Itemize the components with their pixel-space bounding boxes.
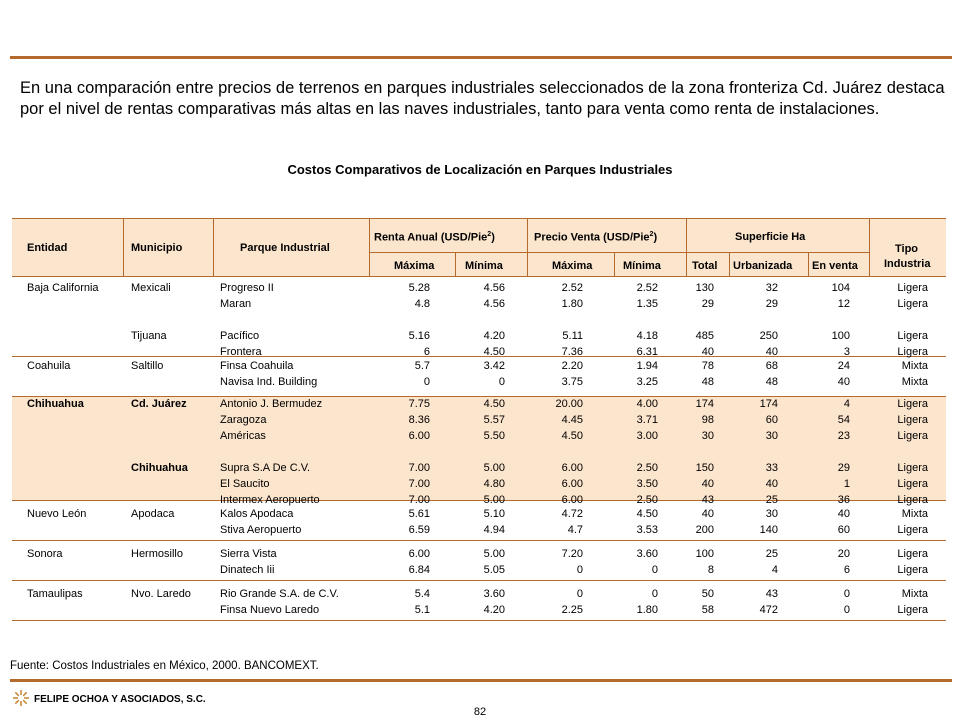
row-urbanizada: 25 4 bbox=[765, 548, 778, 576]
row-tipo: Mixta Mixta bbox=[901, 360, 928, 388]
row-en-venta: 40 60 bbox=[837, 508, 850, 536]
row-municipio: Hermosillo bbox=[131, 548, 183, 560]
row-entidad: Baja California bbox=[27, 282, 99, 294]
row-tipo: Ligera Ligera bbox=[897, 548, 928, 576]
row-total: 174 98 30 150 40 43 bbox=[695, 398, 714, 506]
row-venta-maxima: 2.52 1.80 5.11 7.36 bbox=[561, 282, 583, 358]
company-logo-icon bbox=[12, 689, 30, 707]
header-bottom-line bbox=[12, 276, 946, 277]
row-parque: Finsa Coahuila Navisa Ind. Building bbox=[220, 360, 318, 388]
header-venta-minima: Mínima bbox=[623, 260, 661, 272]
row-venta-minima: 2.52 1.35 4.18 6.31 bbox=[636, 282, 658, 358]
row-parque: Sierra Vista Dinatech Iii bbox=[220, 548, 277, 576]
row-tipo: Mixta Ligera bbox=[897, 508, 928, 536]
row-total: 50 58 bbox=[701, 588, 714, 616]
header-sub-line bbox=[370, 252, 870, 253]
row-renta-minima: 5.10 4.94 bbox=[483, 508, 505, 536]
row-renta-minima: 3.42 0 bbox=[483, 360, 505, 388]
header-total: Total bbox=[692, 260, 718, 272]
row-renta-maxima: 5.28 4.8 5.16 6 bbox=[408, 282, 430, 358]
row-venta-minima: 0 1.80 bbox=[636, 588, 658, 616]
row-entidad: Tamaulipas bbox=[27, 588, 83, 600]
header-urbanizada: Urbanizada bbox=[733, 260, 793, 272]
row-en-venta: 4 54 23 29 1 36 bbox=[837, 398, 850, 506]
row-urbanizada: 43 472 bbox=[759, 588, 778, 616]
row-entidad: Coahuila bbox=[27, 360, 71, 372]
row-venta-minima: 4.00 3.71 3.00 2.50 3.50 2.50 bbox=[636, 398, 658, 506]
row-tipo: Mixta Ligera bbox=[897, 588, 928, 616]
top-rule bbox=[10, 56, 952, 59]
row-parque: Rio Grande S.A. de C.V. Finsa Nuevo Laredo bbox=[220, 588, 339, 616]
row-en-venta: 0 0 bbox=[843, 588, 850, 616]
header-parque: Parque Industrial bbox=[240, 242, 330, 254]
header-municipio: Municipio bbox=[131, 242, 183, 254]
row-urbanizada: 30 140 bbox=[759, 508, 778, 536]
header-entidad: Entidad bbox=[27, 242, 68, 254]
row-entidad: Sonora bbox=[27, 548, 63, 560]
row-renta-maxima: 5.4 5.1 bbox=[414, 588, 430, 616]
row-renta-maxima: 7.75 8.36 6.00 7.00 7.00 7.00 bbox=[408, 398, 430, 506]
row-en-venta: 104 12 100 3 bbox=[831, 282, 850, 358]
header-venta: Precio Venta (USD/Pie$^2$) bbox=[534, 231, 658, 244]
row-venta-maxima: 0 2.25 bbox=[561, 588, 583, 616]
row-total: 100 8 bbox=[695, 548, 714, 576]
row-total: 78 48 bbox=[701, 360, 714, 388]
header-en-venta: En venta bbox=[812, 260, 858, 272]
row-venta-minima: 3.60 0 bbox=[636, 548, 658, 576]
header-renta-maxima: Máxima bbox=[394, 260, 435, 272]
row-urbanizada: 68 48 bbox=[765, 360, 778, 388]
row-renta-minima: 4.56 4.56 4.20 4.50 bbox=[483, 282, 505, 358]
row-tipo: Ligera Ligera Ligera Ligera Ligera Ligera bbox=[897, 398, 928, 506]
row-urbanizada: 174 60 30 33 40 25 bbox=[759, 398, 778, 506]
row-total: 40 200 bbox=[695, 508, 714, 536]
row-municipio: Saltillo bbox=[131, 360, 164, 372]
header-industria: Industria bbox=[884, 258, 931, 270]
row-municipio: Mexicali Tijuana bbox=[131, 282, 171, 342]
header-renta: Renta Anual (USD/Pie$^2$) bbox=[374, 231, 495, 244]
row-entidad: Nuevo León bbox=[27, 508, 87, 520]
intro-paragraph: En una comparación entre precios de terrenos en parques industriales seleccionados de la zona fronteriza Cd. Juárez destaca por el nivel de rentas comparativas más altas en las naves industriales, tanto para venta como renta de instalaciones. bbox=[20, 79, 945, 118]
row-municipio: Cd. Juárez Chihuahua bbox=[131, 398, 188, 474]
row-entidad: Chihuahua bbox=[27, 398, 84, 410]
row-venta-maxima: 20.00 4.45 4.50 6.00 6.00 6.00 bbox=[555, 398, 583, 506]
row-urbanizada: 32 29 250 40 bbox=[759, 282, 778, 358]
company-name: FELIPE OCHOA Y ASOCIADOS, S.C. bbox=[34, 694, 206, 705]
row-renta-maxima: 5.7 0 bbox=[414, 360, 430, 388]
footer-rule bbox=[10, 679, 952, 682]
row-venta-minima: 4.50 3.53 bbox=[636, 508, 658, 536]
row-en-venta: 24 40 bbox=[837, 360, 850, 388]
header-superficie: Superficie Ha bbox=[735, 231, 806, 243]
row-tipo: Ligera Ligera Ligera Ligera bbox=[897, 282, 928, 358]
row-parque: Kalos Apodaca Stiva Aeropuerto bbox=[220, 508, 302, 536]
source-note: Fuente: Costos Industriales en México, 2000. BANCOMEXT. bbox=[10, 660, 319, 672]
row-parque: Progreso II Maran Pacífico Frontera bbox=[220, 282, 274, 358]
row-renta-minima: 5.00 5.05 bbox=[483, 548, 505, 576]
page-number: 82 bbox=[473, 706, 487, 718]
row-renta-maxima: 5.61 6.59 bbox=[408, 508, 430, 536]
row-parque: Antonio J. Bermudez Zaragoza Américas Supra S.A De C.V. El Saucito Intermex Aeropuerto bbox=[220, 398, 323, 506]
row-venta-minima: 1.94 3.25 bbox=[636, 360, 658, 388]
header-renta-minima: Mínima bbox=[465, 260, 503, 272]
row-venta-maxima: 7.20 0 bbox=[561, 548, 583, 576]
header-tipo: Tipo bbox=[895, 243, 919, 255]
header-top-line bbox=[12, 218, 946, 219]
row-renta-minima: 3.60 4.20 bbox=[483, 588, 505, 616]
row-renta-minima: 4.50 5.57 5.50 5.00 4.80 5.00 bbox=[483, 398, 505, 506]
row-renta-maxima: 6.00 6.84 bbox=[408, 548, 430, 576]
header-venta-maxima: Máxima bbox=[552, 260, 593, 272]
row-en-venta: 20 6 bbox=[837, 548, 850, 576]
row-venta-maxima: 4.72 4.7 bbox=[561, 508, 583, 536]
row-municipio: Nvo. Laredo bbox=[131, 588, 191, 600]
row-municipio: Apodaca bbox=[131, 508, 175, 520]
table-title: Costos Comparativos de Localización en Parques Industriales bbox=[287, 162, 673, 177]
row-total: 130 29 485 40 bbox=[695, 282, 714, 358]
row-venta-maxima: 2.20 3.75 bbox=[561, 360, 583, 388]
